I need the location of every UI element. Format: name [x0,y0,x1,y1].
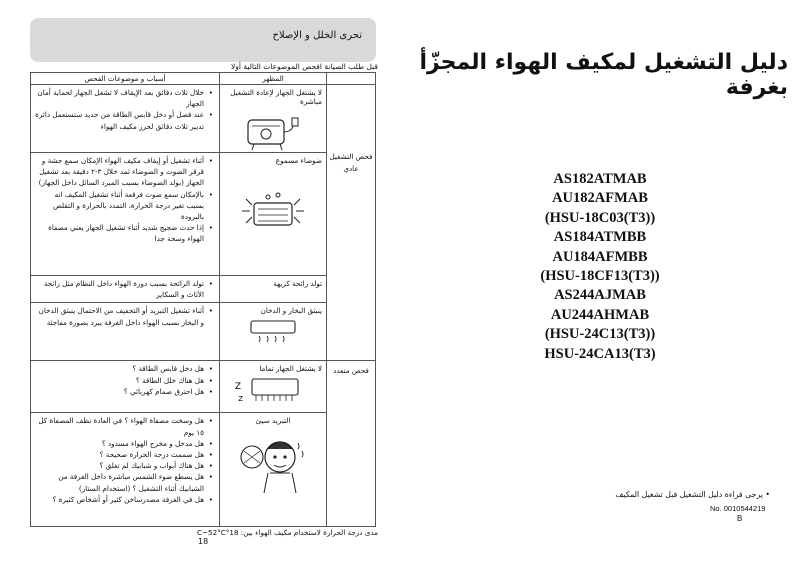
model-number: AS184ATMBB [553,229,647,246]
causes-cell [31,153,220,276]
symptom-cell [220,85,327,153]
model-number: AU182AFMAB [552,190,648,207]
header-symptom: المظهر [220,73,327,85]
section-title: تحرى الخلل و الإصلاح [272,30,362,41]
noisy-unit-illustration-icon [238,191,308,233]
symptom-text: ينبثق البخار و الدخان [260,306,322,316]
symptom-text: ضوضاء مسموع [275,156,322,165]
cause-item: • عند فصل أو دخل قابس الطاقة من جديد ستستعمل دائرة تدبير ثلاث دقائق لحرز مكيف الهواء [35,109,213,131]
table-row [31,361,376,413]
cause-item: • هل في الغرفة مصدرساخن كثير أو أشخاص كثيرة ؟ [35,494,213,505]
cause-item: • إذا حدث ضجيج شديد أثناء تشغيل الجهاز يعني مصفاة الهواء وسخة جدا [35,222,213,244]
causes-cell [31,276,220,303]
table-row [31,276,376,303]
model-number: AU184AFMBB [552,248,648,265]
model-number: (HSU-18CF13(T3)) [540,268,660,285]
troubleshooting-table [30,72,376,527]
model-list [470,170,730,364]
header-category [327,73,376,85]
revision-letter: B [737,514,743,523]
table-row [31,303,376,361]
section-header [30,18,376,62]
hot-person-illustration-icon [238,433,308,497]
cause-item: • أثناء تشغيل أو إيقاف مكيف الهواء الإمكان سمع جشة و قرقر الصوت و الضوضاء ثمد خلال ٣-٢ دقيقة بعد تشغيل الجهاز (بولد الضوضاء بسبب المبرد السائل داخل الجهاز) [35,155,213,189]
model-number: AS244AJMAB [554,287,646,304]
category-label: فحص متعدد [333,366,369,376]
read-manual-text: يرجى قراءة دليل التشغيل قبل تشغيل المكيف [615,490,763,499]
page-number: 18 [198,537,209,546]
category-repeat [327,361,376,527]
symptom-text: التبريد سيئ [255,416,291,426]
symptom-cell [220,413,327,527]
table-row [31,85,376,153]
symptom-text: تولد رائحة كريهة [273,279,322,288]
category-normal [327,85,376,361]
document-number: No. 0010544219 [710,504,766,513]
cause-item: • هل هناك أبواب و شبابيك لم تغلق ؟ [35,460,213,471]
model-number: (HSU-24C13(T3)) [544,326,656,343]
temperature-range-note: مدى درجة الحرارة لاستخدام مكيف الهواء بين: 18°C~52°C [196,528,378,537]
symptom-cell [220,276,327,303]
unit-plug-illustration-icon [242,112,304,152]
causes-cell [31,361,220,413]
cause-item: • هل هناك خلل الطاقة ؟ [35,375,213,386]
cause-item: • هل يسطع ضوء الشمس مباشرة داخل الغرفة من الشبابيك أثناء التشغيل ؟ (استخدام الستار) [35,471,213,493]
svg-text:Z: Z [238,395,243,404]
cause-item: • هل وسخت مصفاة الهواء ؟ في العادة نظف المصفاة كل ١٥ يوم [35,415,213,437]
causes-cell [31,303,220,361]
troubleshooting-page [30,14,378,549]
cause-item: • بالإمكان سمع صوت فرقعة أثناء تشغيل المكيف انه بسبب تغير درجة الحرارة، التمدد بالحرارة و التقلص بالبرودة [35,189,213,223]
svg-text:Z: Z [234,382,241,393]
symptom-cell [220,361,327,413]
cause-item: • هل دخل قابس الطاقة ؟ [35,363,213,374]
causes-cell [31,85,220,153]
table-row [31,153,376,276]
symptom-text: لا يشتغل الجهاز تماما [259,364,322,374]
symptom-cell [220,153,327,276]
model-number: HSU-24CA13(T3) [544,345,656,362]
model-number: AU244AHMAB [550,306,650,323]
intro-text: قبل طلب الصيانة افحص الموضوعات التالية أولا [231,62,378,71]
cause-item: • هل صممت درجة الحرارة صحيحة ؟ [35,449,213,460]
cause-item: • هل احترق صمام كهربائي ؟ [35,386,213,397]
cause-item: • هل مدخل و مخرج الهواء مسدود ؟ [35,438,213,449]
category-label: فحص التشغيل عادي [329,152,373,173]
table-row [31,413,376,527]
causes-cell [31,413,220,527]
cause-item: • أثناء تشغيل التبريد أو التجفيف من الاحتمال ينبثق الدخان و البخار بسبب الهواء داخل الغرفة يبرد بصورة مفاجئة [35,305,213,327]
symptom-cell [220,303,327,361]
manual-title: دليل التشغيل لمكيف الهواء المجزّأ بغرفة [419,50,788,100]
symptom-text: لا يشتغل الجهاز لإعادة التشغيل مباشرة [230,88,322,106]
model-number: AS182ATMAB [553,171,647,187]
read-manual-note: • يرجى قراءة دليل التشغيل قبل تشغيل المكيف [615,490,770,499]
steam-unit-illustration-icon [243,317,303,345]
idle-unit-illustration-icon [234,375,308,405]
header-causes: أسباب و موضوعات الفحص [31,73,220,85]
model-number: (HSU-18C03(T3)) [544,209,656,226]
cause-item: • تولد الرائحة بسبب دورة الهواء داخل النظام مثل رائحة الأثاث و السكاير [35,278,213,300]
cause-item: • خلال ثلاث دقائق بعد الإيقاف لا تشغل الجهاز لحماية أمان الجهاز [35,87,213,109]
